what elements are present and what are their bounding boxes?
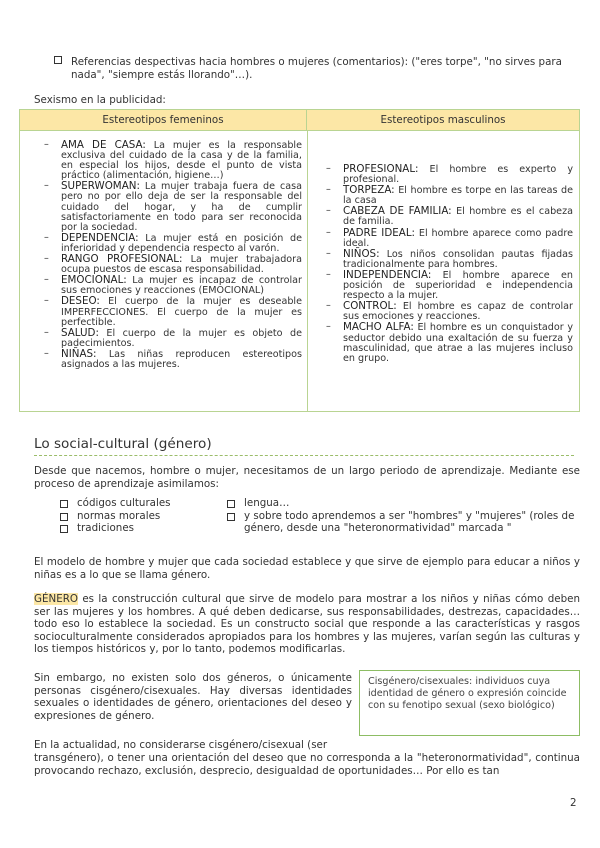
masculine-description: El hombre es capaz de controlar sus emociones y reacciones. bbox=[343, 301, 573, 323]
feminine-description: Las niñas reproducen estereotipos asignados a las mujeres. bbox=[61, 348, 302, 370]
header-masculine: Estereotipos masculinos bbox=[307, 110, 579, 131]
masculine-term: PADRE IDEAL: bbox=[343, 226, 416, 239]
learning-item-text: y sobre todo aprendemos a ser "hombres" y "mujeres" (roles de género, desde una "heteronormatividad" marcada " bbox=[244, 509, 575, 535]
masculine-description: El hombre es experto y profesional. bbox=[343, 164, 573, 186]
feminine-term: SUPERWOMAN: bbox=[61, 180, 140, 193]
genero-paragraph bbox=[34, 593, 580, 656]
masculine-term: PROFESIONAL: bbox=[343, 163, 419, 175]
genero-definition: es la construcción cultural que sirve de modelo para mostrar a los niños y niñas cómo deben ser las mujeres y los hombres. A qué deben dedicarse, sus responsabilidades, destrezas, capacidades… todo eso lo establece la sociedad. Es un constructo social que responde a las características y rasgos socioculturalmente considerados apropiados para los hombres y las mujeres, varían según las culturas y los tiempos históricos y, por lo tanto, podemos modificarlas. bbox=[34, 593, 580, 656]
feminine-term: SALUD: bbox=[61, 326, 99, 339]
feminine-term: DESEO: bbox=[61, 295, 100, 308]
section-divider bbox=[34, 455, 574, 456]
feminine-item bbox=[44, 254, 302, 275]
cisgenero-note-box: Cisgénero/cisexuales: individuos cuya identidad de género o expresión coincide con su fenotipo sexual (sexo biológico) bbox=[359, 670, 580, 736]
column-divider bbox=[307, 131, 308, 411]
masculine-item bbox=[326, 270, 573, 301]
masculine-term: INDEPENDENCIA: bbox=[343, 268, 432, 281]
learning-item-text: códigos culturales bbox=[77, 497, 171, 509]
checkbox-bullet-icon bbox=[60, 525, 68, 533]
genero-term: GÉNERO bbox=[34, 593, 78, 605]
modelo-paragraph: El modelo de hombre y mujer que cada sociedad establece y que sirve de ejemplo para educar a niños y niñas es a lo que se llama género. bbox=[34, 556, 580, 581]
feminine-item bbox=[44, 296, 302, 327]
masculine-term: CONTROL: bbox=[343, 300, 397, 313]
top-bullet-line1: Referencias despectivas hacia hombres o mujeres (comentarios): ("eres torpe", "no sirves para bbox=[71, 56, 562, 68]
feminine-description: El cuerpo de la mujer es objeto de padecimientos. bbox=[61, 327, 302, 349]
feminine-description: La mujer es incapaz de controlar sus emociones y reacciones (EMOCIONAL) bbox=[61, 275, 302, 297]
page-number: 2 bbox=[570, 797, 577, 809]
masculine-item bbox=[326, 206, 573, 227]
actualidad-line1: En la actualidad, no considerarse cisgénero/cisexual (ser bbox=[34, 739, 328, 751]
section-title: Lo social-cultural (género) bbox=[34, 436, 212, 452]
intro-paragraph: Desde que nacemos, hombre o mujer, necesitamos de un largo periodo de aprendizaje. Mediante ese proceso de aprendizaje asimilamos: bbox=[34, 465, 580, 490]
learning-item-text: tradiciones bbox=[77, 522, 135, 535]
masculine-item bbox=[326, 185, 573, 206]
feminine-description: El cuerpo de la mujer es deseable IMPERFECCIONES. El cuerpo de la mujer es perfectible. bbox=[61, 296, 302, 328]
sexismo-label: Sexismo en la publicidad: bbox=[34, 94, 166, 106]
learning-list-2 bbox=[227, 497, 580, 535]
masculine-item bbox=[326, 228, 573, 249]
feminine-item bbox=[44, 233, 302, 254]
masculine-term: CABEZA DE FAMILIA: bbox=[343, 205, 452, 218]
feminine-term: AMA DE CASA: bbox=[61, 139, 146, 151]
masculine-term: NIÑOS: bbox=[343, 247, 380, 260]
feminine-item bbox=[44, 140, 302, 181]
masculine-item bbox=[326, 301, 573, 322]
learning-item bbox=[227, 497, 580, 510]
masculine-list bbox=[326, 164, 573, 364]
feminine-description: La mujer está en posición de inferioridad y dependencia respecto al varón. bbox=[61, 232, 302, 254]
header-feminine: Estereotipos femeninos bbox=[20, 110, 307, 131]
feminine-term: DEPENDENCIA: bbox=[61, 231, 139, 244]
feminine-description: La mujer trabajadora ocupa puestos de escasa responsabilidad. bbox=[61, 254, 302, 276]
masculine-item bbox=[326, 164, 573, 185]
feminine-description: La mujer es la responsable exclusiva del cuidado de la casa y de la familia, en especial los hijos, desde el punto de vista práctico (alimentación, higiene…) bbox=[61, 140, 302, 182]
masculine-description: El hombre es el cabeza de familia. bbox=[343, 206, 573, 228]
masculine-item bbox=[326, 322, 573, 363]
feminine-item bbox=[44, 275, 302, 296]
learning-item-text: lengua… bbox=[244, 497, 290, 509]
feminine-item bbox=[44, 328, 302, 349]
masculine-description: El hombre es un conquistador y seductor debido una exaltación de su fuerza y masculinidad, que atrae a las mujeres incluso en grupo. bbox=[343, 322, 574, 364]
masculine-description: El hombre es torpe en las tareas de la casa bbox=[343, 185, 573, 207]
learning-item bbox=[60, 522, 230, 535]
feminine-list bbox=[44, 140, 302, 370]
feminine-item bbox=[44, 349, 302, 370]
stereotypes-table bbox=[19, 109, 580, 412]
masculine-item bbox=[326, 249, 573, 270]
feminine-term: NIÑAS: bbox=[61, 347, 97, 360]
masculine-description: Los niños consolidan pautas fijadas tradicionalmente para hombres. bbox=[343, 248, 573, 270]
top-bullet bbox=[54, 56, 580, 69]
feminine-item bbox=[44, 181, 302, 232]
checkbox-bullet-icon bbox=[227, 500, 235, 508]
top-bullet-line2: nada", "siempre estás llorando"…). bbox=[71, 69, 253, 81]
checkbox-bullet-icon bbox=[227, 513, 235, 521]
feminine-term: EMOCIONAL: bbox=[61, 274, 127, 287]
checkbox-bullet-icon bbox=[60, 513, 68, 521]
learning-item bbox=[60, 497, 230, 510]
masculine-description: El hombre aparece como padre ideal. bbox=[343, 227, 573, 249]
actualidad-paragraph: transgénero), o tener una orientación del deseo que no corresponda a la "heteronormatividad", continua provocando rechazo, exclusión, desprecio, desigualdad de oportunidades… Por ello es tan bbox=[34, 752, 580, 777]
masculine-description: El hombre aparece en posición de superioridad e independencia respecto a la mujer. bbox=[343, 269, 573, 302]
learning-item-text: normas morales bbox=[77, 509, 161, 522]
checkbox-bullet-icon bbox=[54, 56, 62, 64]
checkbox-bullet-icon bbox=[60, 500, 68, 508]
sin-embargo-paragraph: Sin embargo, no existen solo dos géneros, o únicamente personas cisgénero/cisexuales. Hay diversas identidades sexuales o identidades de género, orientaciones del deseo y expresiones de género. bbox=[34, 672, 352, 722]
learning-list-1 bbox=[60, 497, 230, 535]
learning-item bbox=[60, 510, 230, 523]
masculine-term: TORPEZA: bbox=[343, 184, 395, 197]
feminine-description: La mujer trabaja fuera de casa pero no por ello deja de ser la responsable del cuidado del hogar, y ha de cumplir satisfactoriamente en todo para ser reconocida por la sociedad. bbox=[61, 181, 302, 233]
learning-item bbox=[227, 510, 580, 535]
masculine-term: MACHO ALFA: bbox=[343, 321, 414, 334]
feminine-term: RANGO PROFESIONAL: bbox=[61, 253, 183, 266]
